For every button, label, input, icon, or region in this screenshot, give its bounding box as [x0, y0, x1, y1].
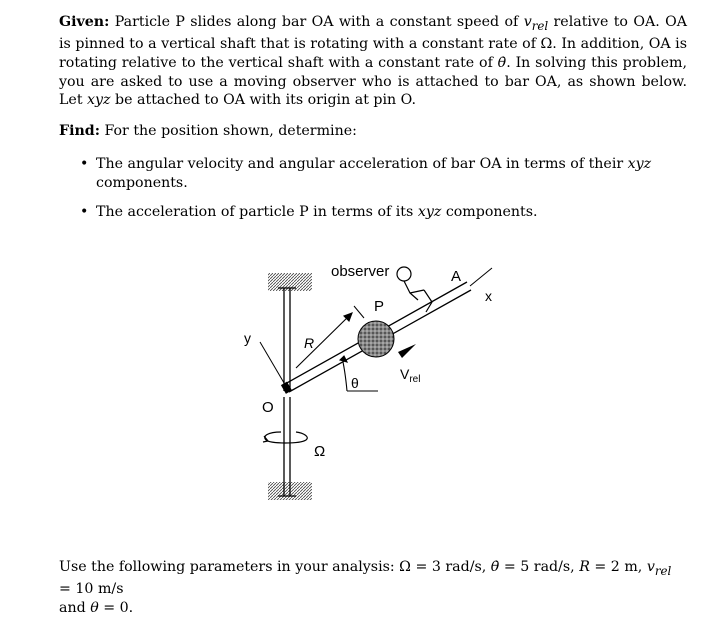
list-item: • The angular velocity and angular acceleration of bar OA in terms of their xyz components. [80, 156, 652, 191]
list-item: • The acceleration of particle P in terms of its xyz components. [80, 204, 538, 221]
x-label: x [485, 288, 492, 304]
theta-label: θ [351, 375, 359, 391]
y-label: y [244, 330, 251, 346]
find-paragraph: Find: For the position shown, determine: [59, 123, 357, 139]
theta-angle [340, 356, 378, 391]
given-label: Given: [59, 14, 110, 30]
omega-label: Ω [314, 443, 326, 460]
find-label: Find: [59, 123, 100, 139]
parameters-paragraph: Use the following parameters in your analysis: Ω = 3 rad/s, θ̇ = 5 rad/s, R = 2 m, $v_{rel} = 10$ m/s and θ = 0. [59, 559, 672, 617]
observer-label: observer [331, 263, 390, 280]
given-paragraph: Given: Particle P slides along bar OA with a constant speed of $v_{rel}$ relative to OA. OA is pinned to a vertical shaft that is rotating with a constant rate of Ω. In addition, OA is rotating relative to the vertical shaft with a constant rate of θ̇. In solving this problem, you are asked to use a moving observer who is attached to bar OA, as shown below. Let xyz be attached to OA with its origin at pin O. [59, 14, 687, 109]
P-label: P [374, 298, 385, 315]
A-label: A [451, 268, 462, 285]
y-axis-line [260, 342, 287, 388]
vrel-arrow [398, 344, 416, 358]
particle-P [358, 321, 394, 357]
bullet-icon: • [80, 156, 89, 172]
R-label: R [304, 335, 315, 351]
omega-rotation-arrow [263, 432, 307, 443]
x-axis-line [470, 268, 492, 286]
bullet-icon: • [80, 204, 89, 221]
vrel-label: $V_{rel}$ [400, 366, 421, 385]
O-label: O [262, 399, 274, 416]
